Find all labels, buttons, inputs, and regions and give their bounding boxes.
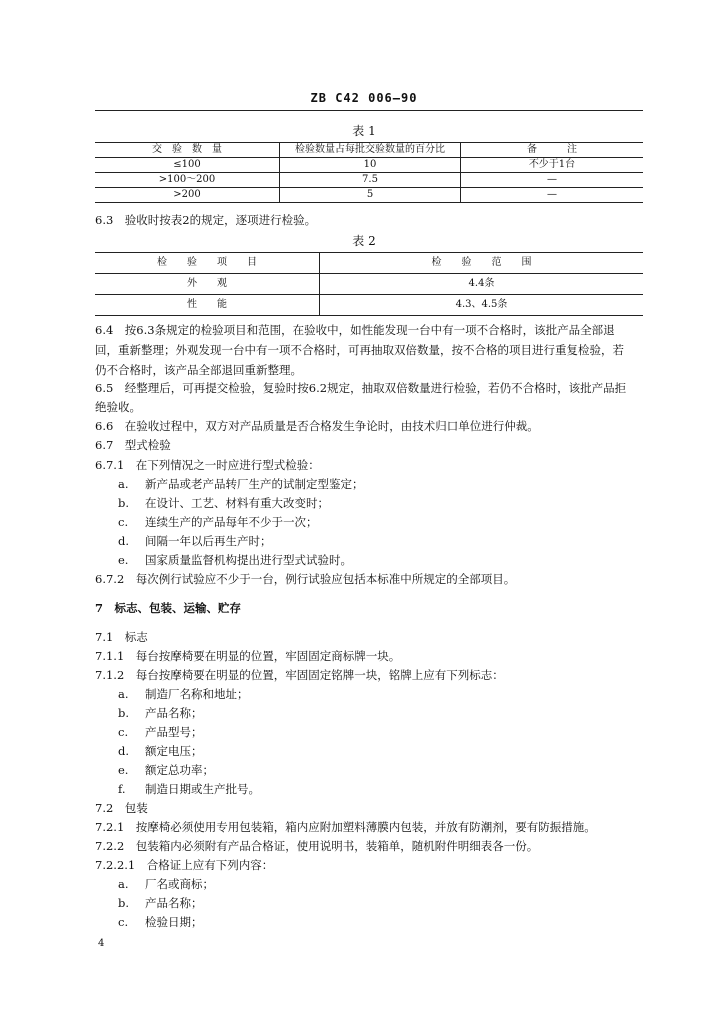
list-item [118,684,249,704]
standard-code-header: ZB C42 006—90 [310,91,418,105]
table-header-row [95,253,643,274]
list-item [118,531,272,551]
table-header-row [95,143,643,158]
list-item [118,474,364,494]
table-cell: 不少于1台 [461,158,644,173]
list-item-text: 产品名称； [145,896,203,910]
table-2 [95,252,643,316]
clause-7-2-2: 7.2.2 包装箱内必须附有产品合格证，使用说明书，装箱单，随机附件明细表各一份。 [95,839,539,853]
table-header-cell: 备 注 [461,143,644,158]
list-item-label: e. [118,553,129,567]
clause-6-7-2: 6.7.2 每次例行试验应不少于一台，例行试验应包括本标准中所规定的全部项目。 [95,572,516,586]
list-item [118,760,214,780]
list-item-label: e. [118,763,129,777]
list-item-label: a. [118,687,129,701]
clause-6-7: 6.7 型式检验 [95,438,171,452]
table-row [95,173,643,188]
table1-caption: 表 1 [352,124,376,138]
table-cell: >100～200 [95,173,280,188]
list-item-text: 制造厂名称和地址； [145,687,249,701]
table-row [95,158,643,173]
table-header-cell: 检 验 范 围 [320,253,644,274]
list-item-label: f. [118,782,126,796]
list-item-text: 产品名称； [145,706,203,720]
clause-7-2-1: 7.2.1 按摩椅必须使用专用包装箱，箱内应附加塑料薄膜内包装，并放有防潮剂，要有防振措施。 [95,820,596,834]
clause-7-2-2-1: 7.2.2.1 合格证上应有下列内容： [95,858,274,872]
header-rule [95,110,643,111]
table-cell: 性 能 [95,295,320,316]
list-item-label: a. [118,877,129,891]
table-1 [95,142,643,203]
list-item [118,550,352,570]
table-header-cell: 交 验 数 量 [95,143,280,158]
clause-7-1: 7.1 标志 [95,630,148,644]
clause-6-7-1: 6.7.1 在下列情况之一时应进行型式检验： [95,458,320,472]
list-item-text: 连续生产的产品每年不少于一次； [145,515,318,529]
clause-7-2: 7.2 包装 [95,801,148,815]
list-item-label: a. [118,477,129,491]
list-item-text: 额定电压； [145,744,203,758]
clause-6-5-line-2: 绝验收。 [95,400,141,414]
clause-6-6: 6.6 在验收过程中，双方对产品质量是否合格发生争论时，由技术归口单位进行仲裁。 [95,419,539,433]
list-item-text: 检验日期； [145,915,203,929]
list-item-label: d. [118,534,130,548]
list-item-text: 国家质量监督机构提出进行型式试验时。 [145,553,352,567]
table-row [95,188,643,203]
clause-6-4-line-3: 仍不合格时，该产品全部退回重新整理。 [95,363,302,377]
list-item-label: b. [118,896,130,910]
list-item [118,893,203,913]
clause-6-4-line-1: 6.4 按6.3条规定的检验项目和范围，在验收中，如性能发现一台中有一项不合格时，该批产品全部退 [95,323,615,337]
table-cell: ≤100 [95,158,280,173]
clause-7-1-2: 7.1.2 每台按摩椅要在明显的位置，牢固固定铭牌一块，铭牌上应有下列标志： [95,668,504,682]
list-item-label: c. [118,915,129,929]
page-number: 4 [98,938,105,949]
list-item-label: c. [118,515,129,529]
table-header-cell: 检验数量占每批交验数量的百分比 [280,143,461,158]
table-cell: >200 [95,188,280,203]
list-item-text: 间隔一年以后再生产时； [145,534,272,548]
table-row [95,295,643,316]
list-item [118,779,260,799]
clause-6-4-line-2: 回，重新整理；外观发现一台中有一项不合格时，可再抽取双倍数量，按不合格的项目进行重复检验，若 [95,343,624,357]
table-row [95,274,643,295]
list-item [118,722,203,742]
list-item-label: c. [118,725,129,739]
clause-7-1-1: 7.1.1 每台按摩椅要在明显的位置，牢固固定商标牌一块。 [95,649,401,663]
list-item-text: 额定总功率； [145,763,214,777]
table-cell: 外 观 [95,274,320,295]
list-item-text: 制造日期或生产批号。 [145,782,260,796]
clause-6-3: 6.3 验收时按表2的规定，逐项进行检验。 [95,213,317,227]
list-item-label: b. [118,706,130,720]
table-cell: 10 [280,158,461,173]
table2-caption: 表 2 [352,234,376,248]
table-header-cell: 检 验 项 目 [95,253,320,274]
table-cell: 4.4条 [320,274,644,295]
list-item-text: 厂名或商标； [145,877,214,891]
list-item [118,512,318,532]
list-item [118,703,203,723]
list-item-label: d. [118,744,130,758]
list-item [118,493,329,513]
clause-6-5-line-1: 6.5 经整理后，可再提交检验，复验时按6.2规定，抽取双倍数量进行检验，若仍不合格时，该批产品拒 [95,381,627,395]
list-item [118,741,203,761]
table-cell: 4.3、4.5条 [320,295,644,316]
list-item-text: 产品型号； [145,725,203,739]
list-item [118,912,203,932]
table-cell: 7.5 [280,173,461,188]
list-item-text: 新产品或老产品转厂生产的试制定型鉴定； [145,477,364,491]
list-item [118,874,214,894]
section-7-heading: 7 标志、包装、运输、贮存 [95,601,242,615]
table-cell: — [461,188,644,203]
list-item-label: b. [118,496,130,510]
table-cell: — [461,173,644,188]
list-item-text: 在设计、工艺、材料有重大改变时； [145,496,329,510]
table-cell: 5 [280,188,461,203]
